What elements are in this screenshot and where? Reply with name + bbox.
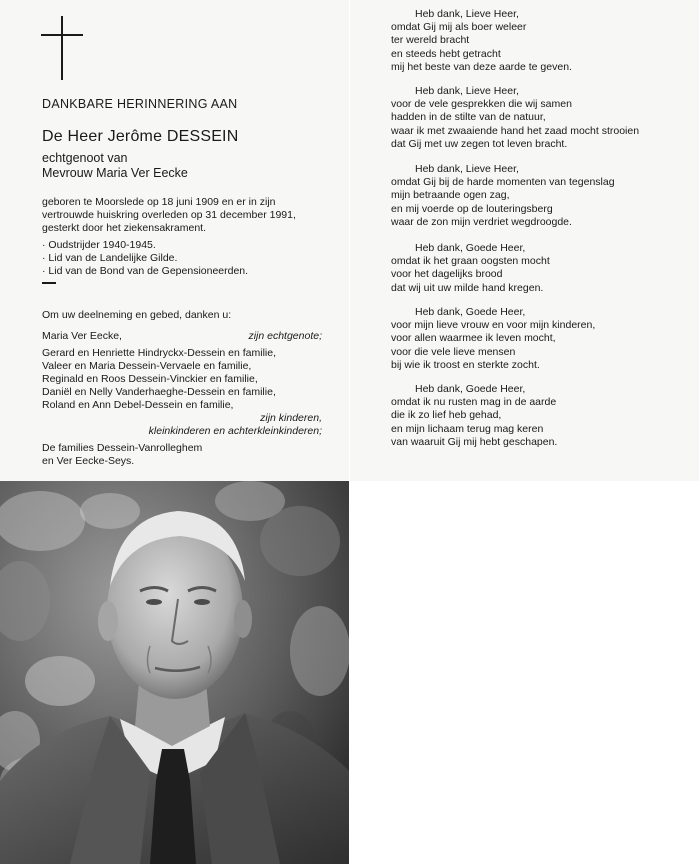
membership-item: · Oudstrijder 1940-1945. bbox=[42, 239, 156, 251]
grandchildren-role: kleinkinderen en achterkleinkinderen; bbox=[148, 425, 322, 437]
poem-line: Heb dank, Goede Heer, bbox=[415, 383, 526, 395]
family-entry: De families Dessein-Vanrolleghem bbox=[42, 442, 203, 454]
poem-line: en mijn lichaam terug mag keren bbox=[391, 422, 544, 435]
family-entry: en Ver Eecke-Seys. bbox=[42, 455, 135, 467]
poem-line: Heb dank, Lieve Heer, bbox=[415, 163, 519, 175]
poem-line: Heb dank, Goede Heer, bbox=[415, 242, 526, 254]
poem-stanza-4 bbox=[391, 242, 550, 295]
bio-line: geboren te Moorslede op 18 juni 1909 en er in zijn bbox=[42, 196, 276, 208]
poem-line: ter wereld bracht bbox=[391, 34, 470, 47]
child-entry: Gerard en Henriette Hindryckx-Dessein en familie, bbox=[42, 347, 277, 359]
poem-line: mij het beste van deze aarde te geven. bbox=[391, 60, 572, 73]
cross-icon bbox=[61, 16, 63, 80]
poem-line: voor de vele gesprekken die wij samen bbox=[391, 98, 572, 111]
poem-line: die ik zo lief heb gehad, bbox=[391, 409, 502, 422]
spouse-entry-role: zijn echtgenote; bbox=[248, 330, 322, 342]
poem-line: voor die vele lieve mensen bbox=[391, 345, 516, 358]
poem-line: Heb dank, Lieve Heer, bbox=[415, 8, 519, 20]
poem-line: voor allen waarmee ik leven mocht, bbox=[391, 332, 556, 345]
poem-line: en mij voerde op de louteringsberg bbox=[391, 202, 553, 215]
families-list bbox=[42, 442, 322, 468]
poem-line: voor mijn lieve vrouw en voor mijn kinderen, bbox=[391, 319, 596, 332]
memorial-card-front bbox=[0, 0, 349, 481]
poem-stanza-5 bbox=[391, 306, 595, 372]
thanks-line: Om uw deelneming en gebed, danken u: bbox=[42, 309, 232, 321]
poem-line: omdat ik het graan oogsten mocht bbox=[391, 255, 550, 268]
cross-icon-bar bbox=[41, 34, 83, 36]
spouse-name: Mevrouw Maria Ver Eecke bbox=[42, 166, 188, 180]
bio-line: vertrouwde huiskring overleden op 31 december 1991, bbox=[42, 209, 296, 221]
spouse-intro: echtgenoot van bbox=[42, 151, 128, 165]
membership-item: · Lid van de Landelijke Gilde. bbox=[42, 252, 178, 264]
poem-line: hadden in de stilte van de natuur, bbox=[391, 111, 546, 124]
membership-item: · Lid van de Bond van de Gepensioneerden. bbox=[42, 265, 249, 277]
portrait-photo bbox=[0, 481, 349, 864]
poem-line: voor het dagelijks brood bbox=[391, 268, 503, 281]
spouse-entry bbox=[42, 330, 322, 343]
poem-stanza-1 bbox=[391, 8, 572, 74]
spouse-entry-name: Maria Ver Eecke, bbox=[42, 330, 122, 342]
poem-line: dat wij uit uw milde hand kregen. bbox=[391, 281, 544, 294]
child-entry: Roland en Ann Debel-Dessein en familie, bbox=[42, 399, 234, 411]
biography bbox=[42, 196, 296, 235]
deceased-name: De Heer Jerôme DESSEIN bbox=[42, 128, 239, 145]
poem-line: mijn betraande ogen zag, bbox=[391, 189, 510, 202]
poem-line: omdat Gij bij de harde momenten van tegenslag bbox=[391, 176, 615, 189]
children-role: zijn kinderen, bbox=[260, 412, 322, 424]
memberships-list bbox=[42, 239, 248, 278]
child-entry: Reginald en Roos Dessein-Vinckier en familie, bbox=[42, 373, 258, 385]
poem-line: Heb dank, Lieve Heer, bbox=[415, 85, 519, 97]
poem-stanza-2 bbox=[391, 85, 639, 151]
poem-line: waar ik met zwaaiende hand het zaad mocht strooien bbox=[391, 124, 640, 137]
poem-line: van waaruit Gij mij hebt geschapen. bbox=[391, 435, 558, 448]
poem-line: Heb dank, Goede Heer, bbox=[415, 306, 526, 318]
poem-line: bij wie ik troost en sterkte zocht. bbox=[391, 358, 540, 371]
poem-line: omdat ik nu rusten mag in de aarde bbox=[391, 396, 557, 409]
poem-line: waar de zon mijn verdriet wegdroogde. bbox=[391, 215, 572, 228]
poem-stanza-3 bbox=[391, 163, 615, 229]
poem-line: omdat Gij mij als boer weleer bbox=[391, 21, 527, 34]
poem-stanza-6 bbox=[391, 383, 557, 449]
poem-line: en steeds hebt getracht bbox=[391, 47, 501, 60]
card-heading: DANKBARE HERINNERING AAN bbox=[42, 97, 238, 111]
children-list bbox=[42, 347, 322, 438]
child-entry: Valeer en Maria Dessein-Vervaele en familie, bbox=[42, 360, 252, 372]
bio-line: gesterkt door het ziekensakrament. bbox=[42, 222, 207, 234]
divider bbox=[42, 282, 56, 284]
portrait-photo-image bbox=[0, 481, 349, 864]
poem-line: dat Gij met uw zegen tot leven bracht. bbox=[391, 137, 568, 150]
child-entry: Daniël en Nelly Vanderhaeghe-Dessein en familie, bbox=[42, 386, 276, 398]
